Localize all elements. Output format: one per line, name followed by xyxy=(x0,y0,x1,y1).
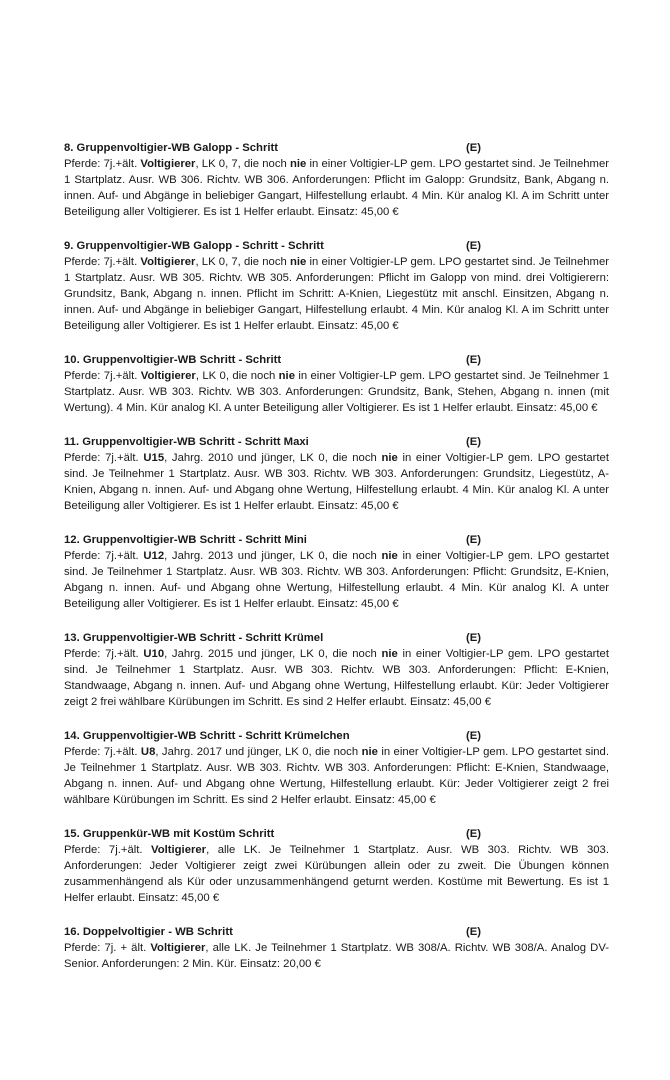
description-text: Pferde: 7j.+ält. xyxy=(64,746,141,758)
competition-category: (E) xyxy=(466,534,482,546)
competition-heading xyxy=(64,140,609,156)
emphasis-text: nie xyxy=(289,158,307,170)
competition-category: (E) xyxy=(466,828,482,840)
competition-description xyxy=(64,548,609,612)
competition-heading xyxy=(64,434,609,450)
description-text: Pferde: 7j.+ält. xyxy=(64,648,144,660)
competition-description xyxy=(64,646,609,710)
description-text: in einer Voltigier-LP gem. LPO gestartet sind. Je Teilnehmer 1 Startplatz. Ausr. WB 303. Richtv. WB 303. Anforderungen: Pflicht: E-Knien, Standwaage, Abgang n. innen. Auf- und Abgang ohne Wertung, Hilfestellung erlaubt. Kür: Jeder Voltigierer zeigt 2 frei wählbare Kürübungen im Schritt. Es sind 2 Helfer erlaubt. Einsatz: 45,00 € xyxy=(64,648,609,708)
emphasis-text: nie xyxy=(381,452,398,464)
emphasis-text: Voltigierer xyxy=(140,256,196,268)
competition-heading xyxy=(64,532,609,548)
description-text: Pferde: 7j. + ält. xyxy=(64,942,151,954)
description-text: Pferde: 7j.+ält. xyxy=(64,844,152,856)
competition-description xyxy=(64,744,609,808)
competition-heading xyxy=(64,826,609,842)
description-text: in einer Voltigier-LP gem. LPO gestartet sind. Je Teilnehmer 1 Startplatz. Ausr. WB 303. Richtv. WB 303. Anforderungen: Grundsitz, Bank, Stehen, Abgang n. innen (mit Wertung). 4 Min. Kür analog Kl. A unter Beteiligung aller Voltigierer. Es ist 1 Helfer erlaubt. Einsatz: 45,00 € xyxy=(64,370,609,414)
competition-title: 13. Gruppenvoltigier-WB Schritt - Schritt Krümel xyxy=(64,632,324,644)
competition-heading xyxy=(64,352,609,368)
document-page xyxy=(64,140,609,990)
competition-category: (E) xyxy=(466,142,482,154)
description-text: , Jahrg. 2010 und jünger, LK 0, die noch xyxy=(164,452,382,464)
description-text: , Jahrg. 2015 und jünger, LK 0, die noch xyxy=(164,648,382,660)
competition-title: 16. Doppelvoltigier - WB Schritt xyxy=(64,926,233,938)
competition-entry xyxy=(64,352,609,416)
emphasis-text: U8 xyxy=(140,746,156,758)
description-text: , LK 0, die noch xyxy=(195,370,279,382)
emphasis-text: nie xyxy=(381,550,398,562)
competition-category: (E) xyxy=(466,926,482,938)
competition-category: (E) xyxy=(466,632,482,644)
competition-category: (E) xyxy=(466,436,482,448)
competition-title: 8. Gruppenvoltigier-WB Galopp - Schritt xyxy=(64,142,279,154)
competition-entry xyxy=(64,532,609,612)
competition-list xyxy=(64,140,609,972)
emphasis-text: Voltigierer xyxy=(140,370,196,382)
competition-title: 11. Gruppenvoltigier-WB Schritt - Schritt Maxi xyxy=(64,436,309,448)
competition-category: (E) xyxy=(466,240,482,252)
competition-description xyxy=(64,156,609,220)
competition-entry xyxy=(64,826,609,906)
competition-description xyxy=(64,368,609,416)
competition-entry xyxy=(64,924,609,972)
description-text: Pferde: 7j.+ält. xyxy=(64,256,141,268)
description-text: Pferde: 7j.+ält. xyxy=(64,158,141,170)
emphasis-text: U10 xyxy=(143,648,165,660)
description-text: , LK 0, 7, die noch xyxy=(195,256,290,268)
competition-heading xyxy=(64,630,609,646)
emphasis-text: nie xyxy=(361,746,378,758)
description-text: Pferde: 7j.+ält. xyxy=(64,550,144,562)
competition-description xyxy=(64,940,609,972)
competition-entry xyxy=(64,434,609,514)
competition-description xyxy=(64,254,609,334)
description-text: , Jahrg. 2017 und jünger, LK 0, die noch xyxy=(155,746,362,758)
emphasis-text: nie xyxy=(278,370,295,382)
competition-heading xyxy=(64,728,609,744)
emphasis-text: nie xyxy=(289,256,307,268)
emphasis-text: Voltigierer xyxy=(150,942,206,954)
emphasis-text: U15 xyxy=(143,452,165,464)
competition-heading xyxy=(64,924,609,940)
competition-title: 12. Gruppenvoltigier-WB Schritt - Schritt Mini xyxy=(64,534,307,546)
description-text: in einer Voltigier-LP gem. LPO gestartet sind. Je Teilnehmer 1 Startplatz. Ausr. WB 306. Richtv. WB 306. Anforderungen: Pflicht im Galopp: Grundsitz, Bank, Abgang n. innen. Auf- und Abgänge in beliebiger Gangart, Hilfestellung erlaubt. 4 Min. Kür analog Kl. A im Schritt unter Beteiligung aller Voltigierer. Es ist 1 Helfer erlaubt. Einsatz: 45,00 € xyxy=(64,158,609,218)
emphasis-text: Voltigierer xyxy=(151,844,207,856)
competition-entry xyxy=(64,630,609,710)
competition-title: 14. Gruppenvoltigier-WB Schritt - Schritt Krümelchen xyxy=(64,730,350,742)
competition-title: 15. Gruppenkür-WB mit Kostüm Schritt xyxy=(64,828,275,840)
emphasis-text: Voltigierer xyxy=(140,158,196,170)
description-text: Pferde: 7j.+ält. xyxy=(64,452,144,464)
description-text: in einer Voltigier-LP gem. LPO gestartet sind. Je Teilnehmer 1 Startplatz. Ausr. WB 305. Richtv. WB 305. Anforderungen: Pflicht im Galopp von mind. drei Voltigierern: Grundsitz, Bank, Abgang n. innen. Pflicht im Schritt: A-Knien, Liegestütz mit anschl. Einsitzen, Abgang n. innen. Auf- und Abgänge in beliebiger Gangart, Hilfestellung erlaubt. 4 Min. Kür analog Kl. A im Schritt unter Beteiligung aller Voltigierer. Es ist 1 Helfer erlaubt. Einsatz: 45,00 € xyxy=(64,256,609,332)
competition-entry xyxy=(64,140,609,220)
competition-title: 10. Gruppenvoltigier-WB Schritt - Schritt xyxy=(64,354,282,366)
description-text: , LK 0, 7, die noch xyxy=(195,158,290,170)
competition-heading xyxy=(64,238,609,254)
description-text: in einer Voltigier-LP gem. LPO gestartet sind. Je Teilnehmer 1 Startplatz. Ausr. WB 303. Richtv. WB 303. Anforderungen: Pflicht: Grundsitz, E-Knien, Abgang n. innen. Auf- und Abgang ohne Wertung, Hilfestellung erlaubt. 4 Min. Kür analog Kl. A unter Beteiligung aller Voltigierer. Es ist 1 Helfer erlaubt. Einsatz: 45,00 € xyxy=(64,550,609,610)
competition-description xyxy=(64,842,609,906)
emphasis-text: U12 xyxy=(143,550,165,562)
competition-category: (E) xyxy=(466,354,482,366)
competition-title: 9. Gruppenvoltigier-WB Galopp - Schritt - Schritt xyxy=(64,240,324,252)
description-text: Pferde: 7j.+ält. xyxy=(64,370,141,382)
description-text: in einer Voltigier-LP gem. LPO gestartet sind. Je Teilnehmer 1 Startplatz. Ausr. WB 303. Richtv. WB 303. Anforderungen: Grundsitz, Liegestütz, A-Knien, Abgang n. innen. Auf- und Abgang ohne Wertung, Hilfestellung erlaubt. 4 Min. Kür analog Kl. A unter Beteiligung aller Voltigierer. Es ist 1 Helfer erlaubt. Einsatz: 45,00 € xyxy=(64,452,609,512)
emphasis-text: nie xyxy=(381,648,398,660)
description-text: in einer Voltigier-LP gem. LPO gestartet sind. Je Teilnehmer 1 Startplatz. Ausr. WB 303. Richtv. WB 303. Anforderungen: Pflicht: E-Knien, Standwaage, Abgang n. innen. Auf- und Abgang ohne Wertung, Hilfestellung erlaubt. Kür: Jeder Voltigierer zeigt 2 frei wählbare Kürübungen im Schritt. Es sind 2 Helfer erlaubt. Einsatz: 45,00 € xyxy=(64,746,609,806)
competition-entry xyxy=(64,728,609,808)
description-text: , Jahrg. 2013 und jünger, LK 0, die noch xyxy=(164,550,382,562)
competition-description xyxy=(64,450,609,514)
competition-category: (E) xyxy=(466,730,482,742)
description-text: , alle LK. Je Teilnehmer 1 Startplatz. Ausr. WB 303. Richtv. WB 303. Anforderungen: Jeder Voltigierer zeigt zwei Kürübungen allein oder zu zweit. Die Übungen können zusammenhängend als Kür oder unzusammenhängend geturnt werden. Kostüme mit Bewertung. Es ist 1 Helfer erlaubt. Einsatz: 45,00 € xyxy=(64,844,609,904)
competition-entry xyxy=(64,238,609,334)
description-text: , alle LK. Je Teilnehmer 1 Startplatz. WB 308/A. Richtv. WB 308/A. Analog DV-Senior. Anforderungen: 2 Min. Kür. Einsatz: 20,00 € xyxy=(64,942,609,970)
